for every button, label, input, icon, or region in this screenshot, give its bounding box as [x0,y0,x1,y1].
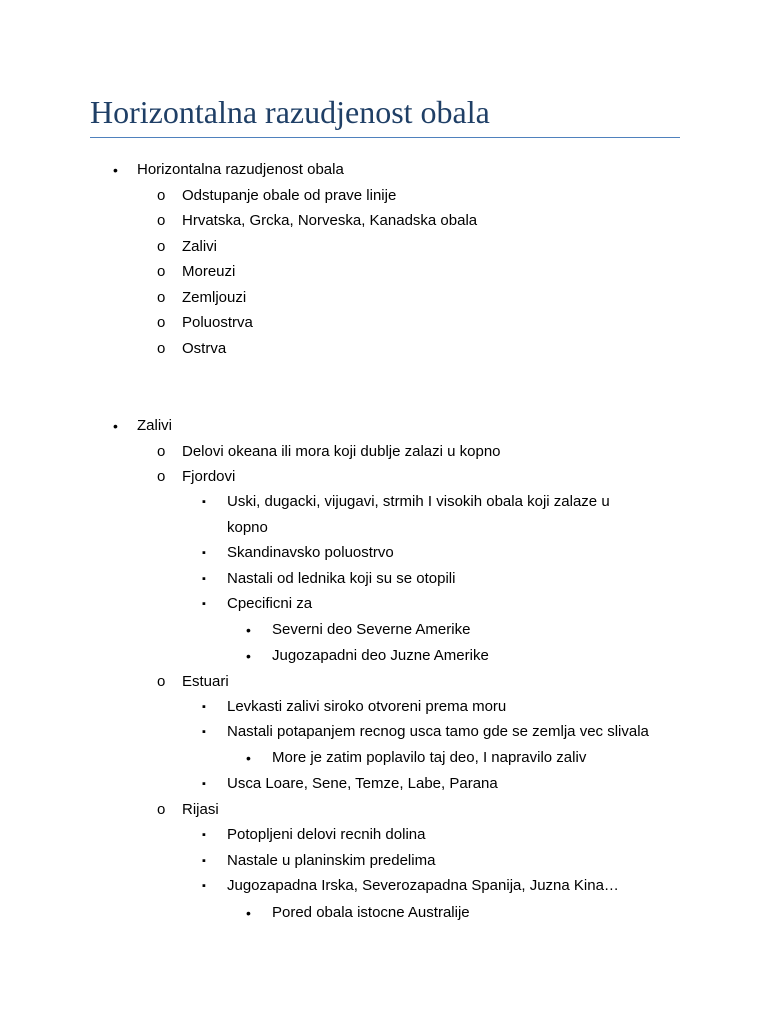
list-item: Moreuzi [182,263,236,280]
list-item: Severni deo Severne Amerike [272,621,471,638]
list-item: Jugozapadni deo Juzne Amerike [272,647,489,664]
square-marker: ▪ [202,496,206,508]
list-item: Nastali potapanjem recnog usca tamo gde se zemlja vec slivala [227,723,649,740]
list-item: Hrvatska, Grcka, Norveska, Kanadska obala [182,212,478,229]
circle-marker: o [157,187,166,204]
list-item: Zalivi [182,238,218,255]
square-marker: ▪ [202,726,206,738]
square-marker: ▪ [202,701,206,713]
bullet-marker: • [246,750,251,766]
bullet-marker: • [246,905,251,921]
list-item: Zemljouzi [182,289,247,306]
square-marker: ▪ [202,829,206,841]
list-item: Estuari [182,673,229,690]
list-item: Cpecificni za [227,595,313,612]
circle-marker: o [157,212,166,229]
list-item: Delovi okeana ili mora koji dublje zalazi u kopno [182,443,501,460]
circle-marker: o [157,289,166,306]
list-item: Fjordovi [182,468,236,485]
page-title: Horizontalna razudjenost obala [90,94,490,130]
square-marker: ▪ [202,855,206,867]
circle-marker: o [157,314,166,331]
square-marker: ▪ [202,547,206,559]
circle-marker: o [157,238,166,255]
list-item: Poluostrva [182,314,253,331]
list-item: Rijasi [182,801,219,818]
list-item: Ostrva [182,340,227,357]
bullet-marker: • [246,622,251,638]
square-marker: ▪ [202,778,206,790]
list-item: Usca Loare, Sene, Temze, Labe, Parana [227,775,498,792]
circle-marker: o [157,340,166,357]
list-item: Levkasti zalivi siroko otvoreni prema moru [227,698,507,715]
list-item: Nastale u planinskim predelima [227,852,436,869]
circle-marker: o [157,468,166,485]
square-marker: ▪ [202,598,206,610]
bullet-marker: • [113,162,118,178]
circle-marker: o [157,801,166,818]
list-item: Skandinavsko poluostrvo [227,544,394,561]
square-marker: ▪ [202,573,206,585]
circle-marker: o [157,673,166,690]
list-item: Pored obala istocne Australije [272,904,470,921]
bullet-marker: • [113,418,118,434]
list-item: Uski, dugacki, vijugavi, strmih I visokih obala koji zalaze u [227,493,610,510]
list-item: Jugozapadna Irska, Severozapadna Spanija, Juzna Kina… [227,877,619,894]
square-marker: ▪ [202,880,206,892]
list-item: Zalivi [137,417,173,434]
circle-marker: o [157,443,166,460]
list-item: Potopljeni delovi recnih dolina [227,826,426,843]
bullet-marker: • [246,648,251,664]
list-item: Odstupanje obale od prave linije [182,187,397,204]
circle-marker: o [157,263,166,280]
list-item: Nastali od lednika koji su se otopili [227,570,456,587]
list-item: More je zatim poplavilo taj deo, I napravilo zaliv [272,749,587,766]
list-item-continuation: kopno [227,519,268,536]
list-item: Horizontalna razudjenost obala [137,161,344,178]
title-underline [90,137,680,138]
